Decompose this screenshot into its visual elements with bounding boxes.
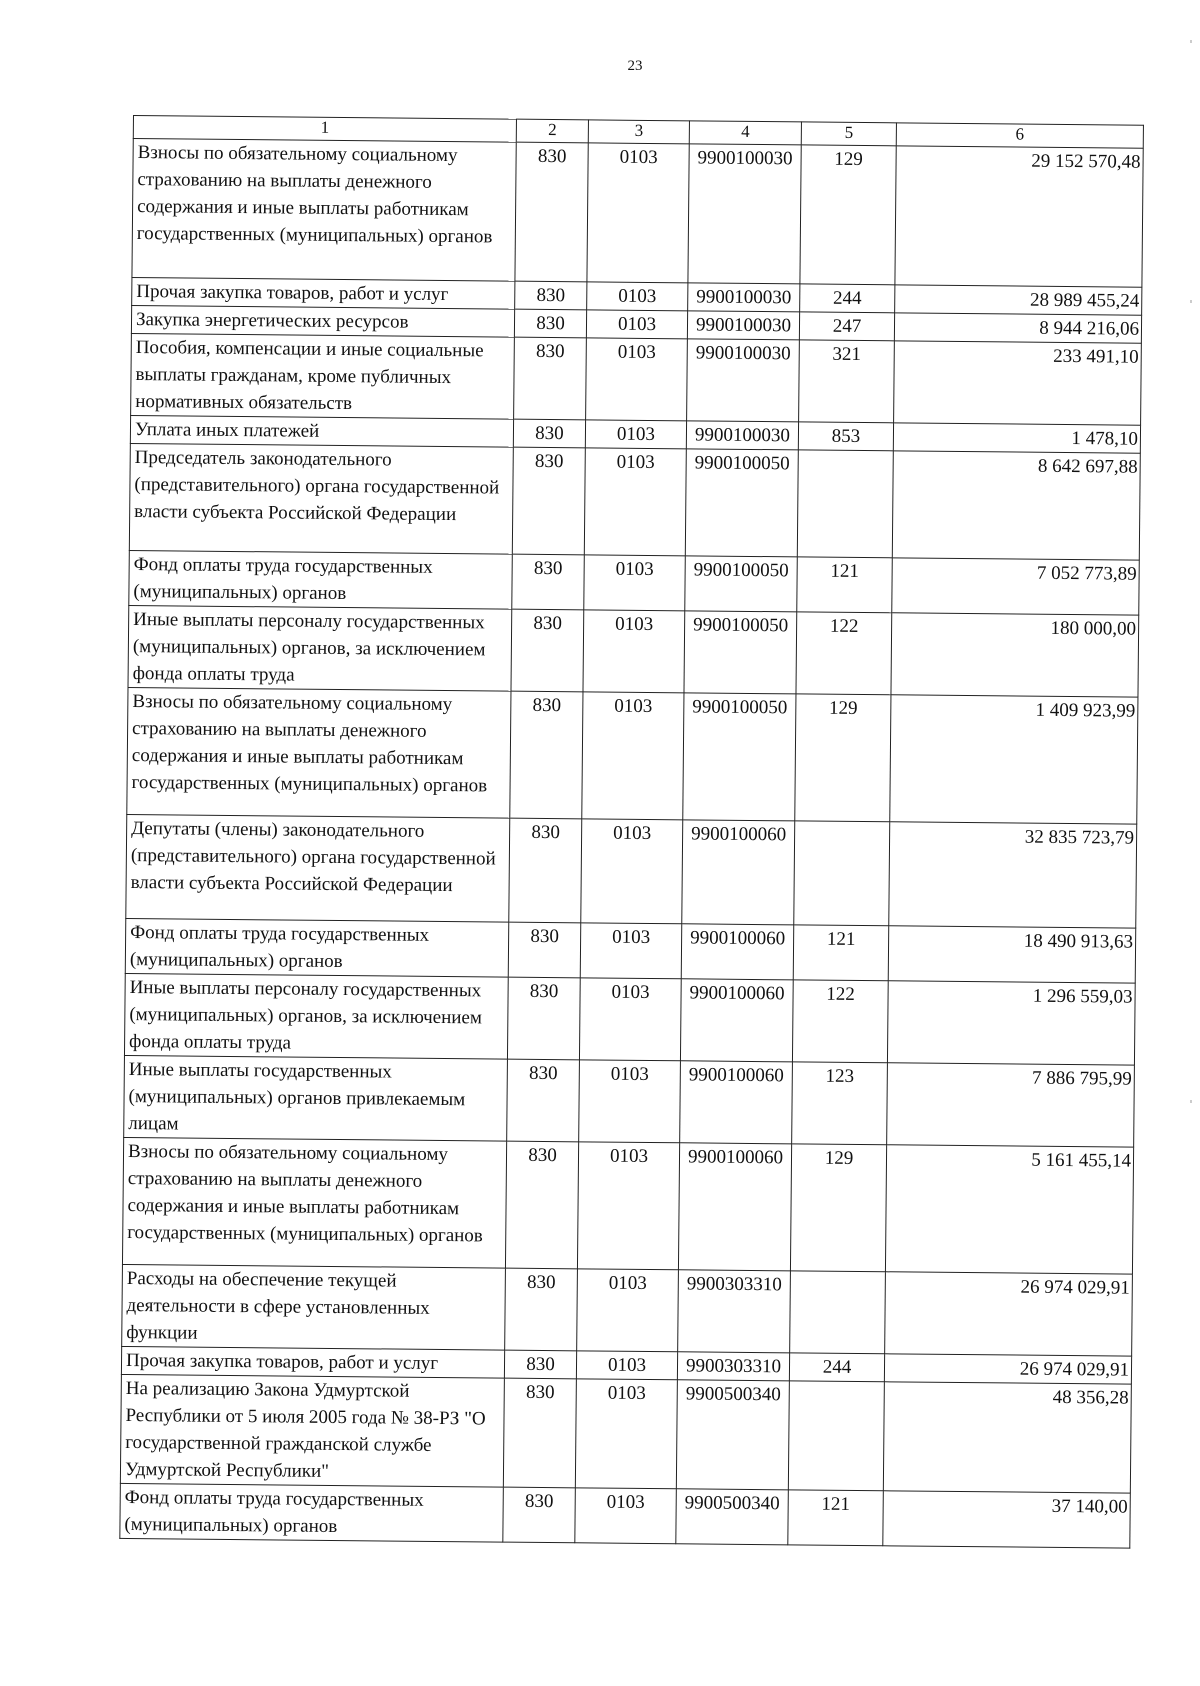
scan-artifact (1190, 300, 1192, 303)
cell-col-4: 9900303310 (678, 1270, 791, 1353)
cell-col-3: 0103 (577, 1142, 679, 1270)
cell-col-4: 9900100060 (680, 1061, 793, 1144)
cell-col-2: 830 (503, 1487, 576, 1543)
table-body (120, 139, 1143, 1549)
cell-col-3: 0103 (587, 282, 688, 311)
cell-col-6: 32 835 723,79 (889, 822, 1137, 928)
cell-col-5: 121 (797, 557, 893, 613)
cell-col-6: 8 944 216,06 (894, 313, 1141, 343)
cell-name: На реализацию Закона Удмуртской Республики от 5 июля 2005 года № 38-РЗ "О государственной гражданской службе Удмуртской Республики" (120, 1374, 504, 1487)
cell-col-6: 1 478,10 (893, 423, 1140, 453)
cell-col-6: 180 000,00 (891, 613, 1139, 697)
cell-col-2: 830 (514, 309, 586, 338)
cell-col-5: 122 (792, 980, 888, 1063)
cell-col-4: 9900100060 (681, 924, 794, 980)
cell-col-6: 48 356,28 (883, 1382, 1131, 1493)
cell-col-5: 129 (795, 694, 891, 822)
cell-col-2: 830 (508, 922, 581, 978)
header-col-2: 2 (516, 119, 588, 143)
cell-col-2: 830 (509, 818, 582, 923)
cell-col-4: 9900100030 (687, 339, 800, 422)
scan-artifact (1190, 40, 1192, 43)
table-row (126, 814, 1137, 928)
cell-col-3: 0103 (579, 978, 681, 1061)
cell-name: Взносы по обязательному социальному страхованию на выплаты денежного содержания и иные выплаты работникам государственных (муниципальных) органов (122, 1137, 506, 1268)
cell-col-2: 830 (505, 1268, 578, 1351)
cell-col-5 (794, 821, 890, 926)
cell-col-3: 0103 (584, 555, 686, 611)
cell-col-4: 9900303310 (677, 1352, 789, 1381)
cell-col-2: 830 (504, 1350, 576, 1379)
cell-col-3: 0103 (581, 819, 683, 924)
cell-name: Взносы по обязательному социальному страхованию на выплаты денежного содержания и иные выплаты работникам государственных (муниципальных) органов (127, 687, 511, 818)
cell-col-2: 830 (507, 977, 580, 1060)
cell-col-6: 7 886 795,99 (887, 1063, 1135, 1147)
cell-col-4: 9900100050 (685, 449, 798, 557)
scan-artifact (1190, 1100, 1192, 1103)
cell-col-5: 121 (793, 925, 889, 981)
cell-col-5 (788, 1381, 884, 1491)
table-row (129, 443, 1140, 560)
cell-col-3: 0103 (585, 420, 686, 449)
cell-col-3: 0103 (579, 1060, 681, 1143)
table-row (132, 139, 1143, 288)
cell-col-3: 0103 (575, 1379, 677, 1489)
cell-col-4: 9900500340 (676, 1489, 789, 1545)
cell-col-2: 830 (512, 447, 585, 555)
table-row (120, 1374, 1131, 1493)
cell-col-5: 129 (800, 145, 896, 285)
cell-col-3: 0103 (582, 692, 684, 820)
header-col-5: 5 (801, 122, 896, 146)
cell-col-2: 830 (511, 609, 584, 692)
cell-col-5: 244 (789, 1353, 884, 1382)
cell-col-2: 830 (505, 1141, 578, 1269)
cell-col-4: 9900100030 (688, 144, 801, 284)
cell-col-6: 26 974 029,91 (885, 1272, 1133, 1356)
cell-col-5: 122 (796, 612, 892, 695)
cell-col-4: 9900100050 (683, 693, 796, 821)
cell-col-6: 37 140,00 (883, 1491, 1131, 1548)
cell-col-5: 244 (800, 284, 895, 313)
cell-col-6: 5 161 455,14 (885, 1145, 1133, 1274)
table-row (124, 1055, 1135, 1147)
cell-col-2: 830 (507, 1059, 580, 1142)
cell-col-4: 9900100030 (688, 283, 800, 312)
table-row (125, 918, 1135, 983)
cell-name: Депутаты (члены) законодательного (представительного) органа государственной власти субъекта Российской Федерации (126, 814, 510, 922)
cell-col-6: 18 490 913,63 (888, 926, 1136, 983)
cell-col-2: 830 (514, 337, 587, 420)
cell-col-5 (790, 1271, 886, 1354)
header-col-4: 4 (689, 121, 801, 145)
cell-name: Прочая закупка товаров, работ и услуг (121, 1346, 504, 1378)
cell-col-5 (797, 450, 893, 558)
table-row (131, 333, 1142, 425)
cell-col-6: 7 052 773,89 (892, 558, 1140, 615)
cell-col-2: 830 (512, 554, 585, 610)
cell-col-4: 9900100060 (678, 1143, 791, 1271)
cell-col-4: 9900100060 (682, 820, 795, 925)
header-col-6: 6 (896, 123, 1143, 148)
cell-name: Пособия, компенсации и иные социальные выплаты гражданам, кроме публичных нормативных обязательств (131, 333, 515, 419)
cell-col-4: 9900100030 (686, 421, 798, 450)
table-row (128, 605, 1139, 697)
cell-col-4: 9900100030 (687, 311, 799, 340)
table-row (127, 687, 1138, 824)
cell-col-5: 853 (798, 422, 893, 451)
cell-col-3: 0103 (576, 1351, 677, 1380)
cell-name: Фонд оплаты труда государственных (муниципальных) органов (129, 550, 513, 609)
cell-col-3: 0103 (586, 310, 687, 339)
cell-name: Иные выплаты персоналу государственных (муниципальных) органов, за исключением фонда оплаты труда (124, 973, 508, 1059)
cell-col-6: 1 409 923,99 (890, 695, 1138, 824)
cell-col-5: 247 (799, 312, 894, 341)
budget-table-container (119, 115, 1143, 1549)
page-number: 23 (627, 58, 643, 74)
cell-col-2: 830 (515, 142, 588, 282)
cell-col-3: 0103 (584, 448, 686, 556)
header-col-3: 3 (588, 120, 689, 144)
table-row (124, 973, 1135, 1065)
cell-col-5: 321 (799, 340, 895, 423)
cell-col-3: 0103 (575, 1488, 677, 1544)
header-col-1: 1 (133, 116, 516, 143)
cell-name: Уплата иных платежей (130, 415, 513, 447)
table-row (129, 550, 1139, 615)
cell-col-6: 233 491,10 (894, 341, 1142, 425)
cell-col-6: 8 642 697,88 (892, 451, 1140, 560)
cell-name: Председатель законодательного (представительного) органа государственной власти субъекта Российской Федерации (129, 443, 513, 554)
cell-col-6: 29 152 570,48 (895, 146, 1143, 287)
budget-table (119, 115, 1144, 1549)
cell-col-3: 0103 (577, 1269, 679, 1352)
cell-name: Фонд оплаты труда государственных (муниципальных) органов (125, 918, 509, 977)
cell-col-6: 26 974 029,91 (884, 1354, 1131, 1384)
table-row (122, 1264, 1133, 1356)
cell-col-4: 9900100050 (684, 611, 797, 694)
cell-col-2: 830 (503, 1378, 576, 1488)
cell-col-3: 0103 (580, 923, 682, 979)
cell-name: Фонд оплаты труда государственных (муниципальных) органов (120, 1483, 504, 1542)
cell-col-2: 830 (510, 691, 583, 819)
cell-col-6: 1 296 559,03 (887, 981, 1135, 1065)
cell-col-5: 129 (790, 1144, 886, 1272)
cell-col-3: 0103 (586, 338, 688, 421)
cell-col-3: 0103 (587, 143, 689, 283)
cell-col-5: 123 (792, 1062, 888, 1145)
table-row (122, 1137, 1133, 1274)
table-row (120, 1483, 1130, 1548)
cell-col-2: 830 (513, 419, 585, 448)
cell-name: Иные выплаты государственных (муниципальных) органов привлекаемым лицам (124, 1055, 508, 1141)
cell-col-4: 9900100060 (680, 979, 793, 1062)
cell-col-4: 9900100050 (685, 556, 798, 612)
cell-name: Иные выплаты персоналу государственных (муниципальных) органов, за исключением фонда оплаты труда (128, 605, 512, 691)
cell-col-6: 28 989 455,24 (895, 285, 1142, 315)
cell-col-2: 830 (515, 281, 587, 310)
cell-name: Закупка энергетических ресурсов (131, 305, 514, 337)
cell-name: Прочая закупка товаров, работ и услуг (132, 277, 515, 309)
cell-name: Взносы по обязательному социальному страхованию на выплаты денежного содержания и иные выплаты работникам государственных (муниципальных) органов (132, 139, 516, 282)
cell-col-5: 121 (788, 1490, 884, 1546)
cell-col-4: 9900500340 (676, 1380, 789, 1490)
cell-name: Расходы на обеспечение текущей деятельности в сфере установленных функции (122, 1264, 506, 1350)
cell-col-3: 0103 (583, 610, 685, 693)
